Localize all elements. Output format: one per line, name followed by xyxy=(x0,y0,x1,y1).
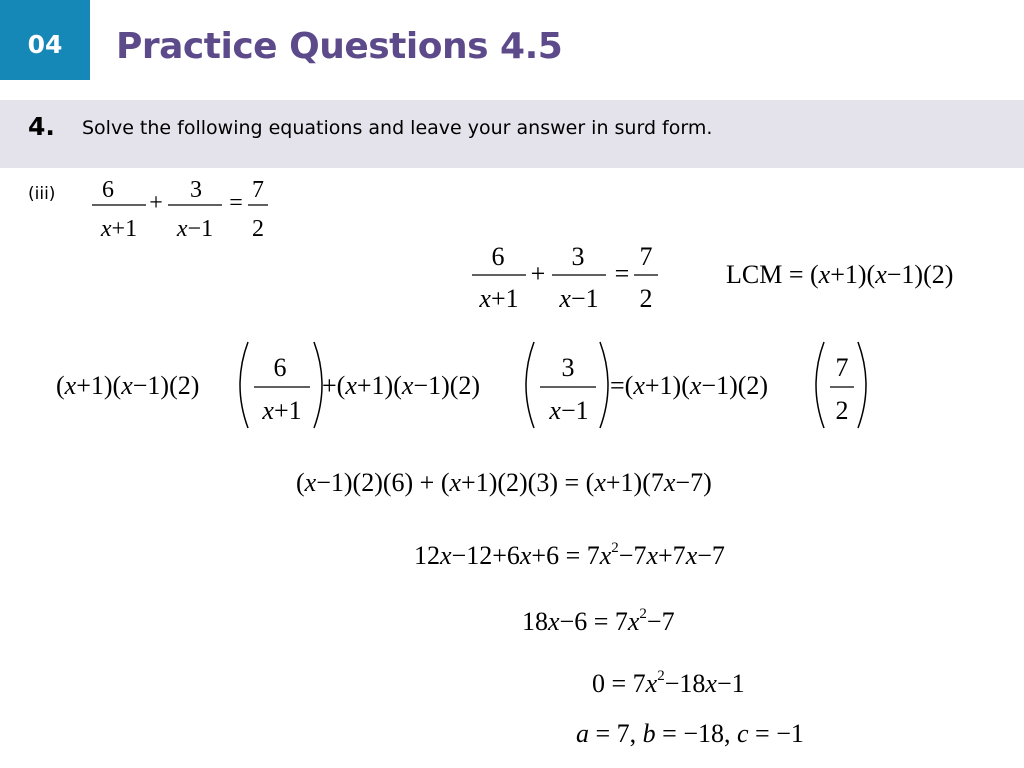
svg-text:2: 2 xyxy=(639,284,653,313)
svg-text:7: 7 xyxy=(835,353,849,382)
svg-text:x+1: x+1 xyxy=(100,216,138,242)
svg-text:(x+1)(x−1)(2): (x+1)(x−1)(2) xyxy=(56,371,200,400)
coefficients-text: a = 7, b = −18, c = −1 xyxy=(576,719,804,748)
chapter-number-badge xyxy=(0,0,90,80)
svg-text:x−1: x−1 xyxy=(176,216,214,242)
question-part-label: (iii) xyxy=(28,184,56,204)
original-equation-graphic xyxy=(90,172,280,247)
original-equation xyxy=(90,172,280,247)
chapter-number: 04 xyxy=(27,29,63,59)
svg-text:3: 3 xyxy=(571,242,585,271)
question-number: 4. xyxy=(28,112,55,141)
svg-text:3: 3 xyxy=(561,353,575,382)
svg-text:+: + xyxy=(530,259,546,288)
step5-text: $0 = 7x^2-18x-1$ xyxy=(592,668,745,698)
svg-text:=: = xyxy=(614,259,630,288)
step3-text: $12x-12+6x+6 = 7x^2-7x+7x-7$ xyxy=(414,540,725,570)
svg-text:x+1: x+1 xyxy=(262,396,302,425)
svg-text:3: 3 xyxy=(190,177,202,203)
svg-text:6: 6 xyxy=(491,242,505,271)
step1-multiply-through xyxy=(56,338,876,433)
svg-text:7: 7 xyxy=(639,242,653,271)
svg-text:+(x+1)(x−1)(2): +(x+1)(x−1)(2) xyxy=(322,371,481,400)
svg-text:2: 2 xyxy=(835,396,849,425)
step5-quadratic-form xyxy=(592,669,745,697)
page-title: Practice Questions 4.5 xyxy=(116,26,563,67)
svg-text:+: + xyxy=(149,190,163,216)
step2-cancelled xyxy=(296,470,712,496)
lcm-statement xyxy=(726,262,953,288)
coefficients-line xyxy=(576,721,804,747)
svg-text:x−1: x−1 xyxy=(549,396,589,425)
restated-equation-graphic xyxy=(468,240,668,315)
svg-text:x+1: x+1 xyxy=(479,284,519,313)
lcm-text: LCM = (x+1)(x−1)(2) xyxy=(726,260,954,289)
step1-graphic xyxy=(56,338,876,433)
step3-expanded xyxy=(414,541,725,569)
step4-text: $18x-6 = 7x^2-7$ xyxy=(522,606,675,636)
restated-equation xyxy=(468,240,668,315)
svg-text:6: 6 xyxy=(273,353,287,382)
question-text: Solve the following equations and leave your answer in surd form. xyxy=(82,117,713,139)
svg-text:=(x+1)(x−1)(2): =(x+1)(x−1)(2) xyxy=(610,371,769,400)
svg-text:=: = xyxy=(229,190,243,216)
svg-text:x−1: x−1 xyxy=(559,284,599,313)
svg-text:2: 2 xyxy=(252,216,264,242)
step2-text: (x−1)(2)(6) + (x+1)(2)(3) = (x+1)(7x−7) xyxy=(296,468,712,497)
step4-simplified xyxy=(522,607,675,635)
svg-text:7: 7 xyxy=(252,177,264,203)
svg-text:6: 6 xyxy=(102,177,114,203)
